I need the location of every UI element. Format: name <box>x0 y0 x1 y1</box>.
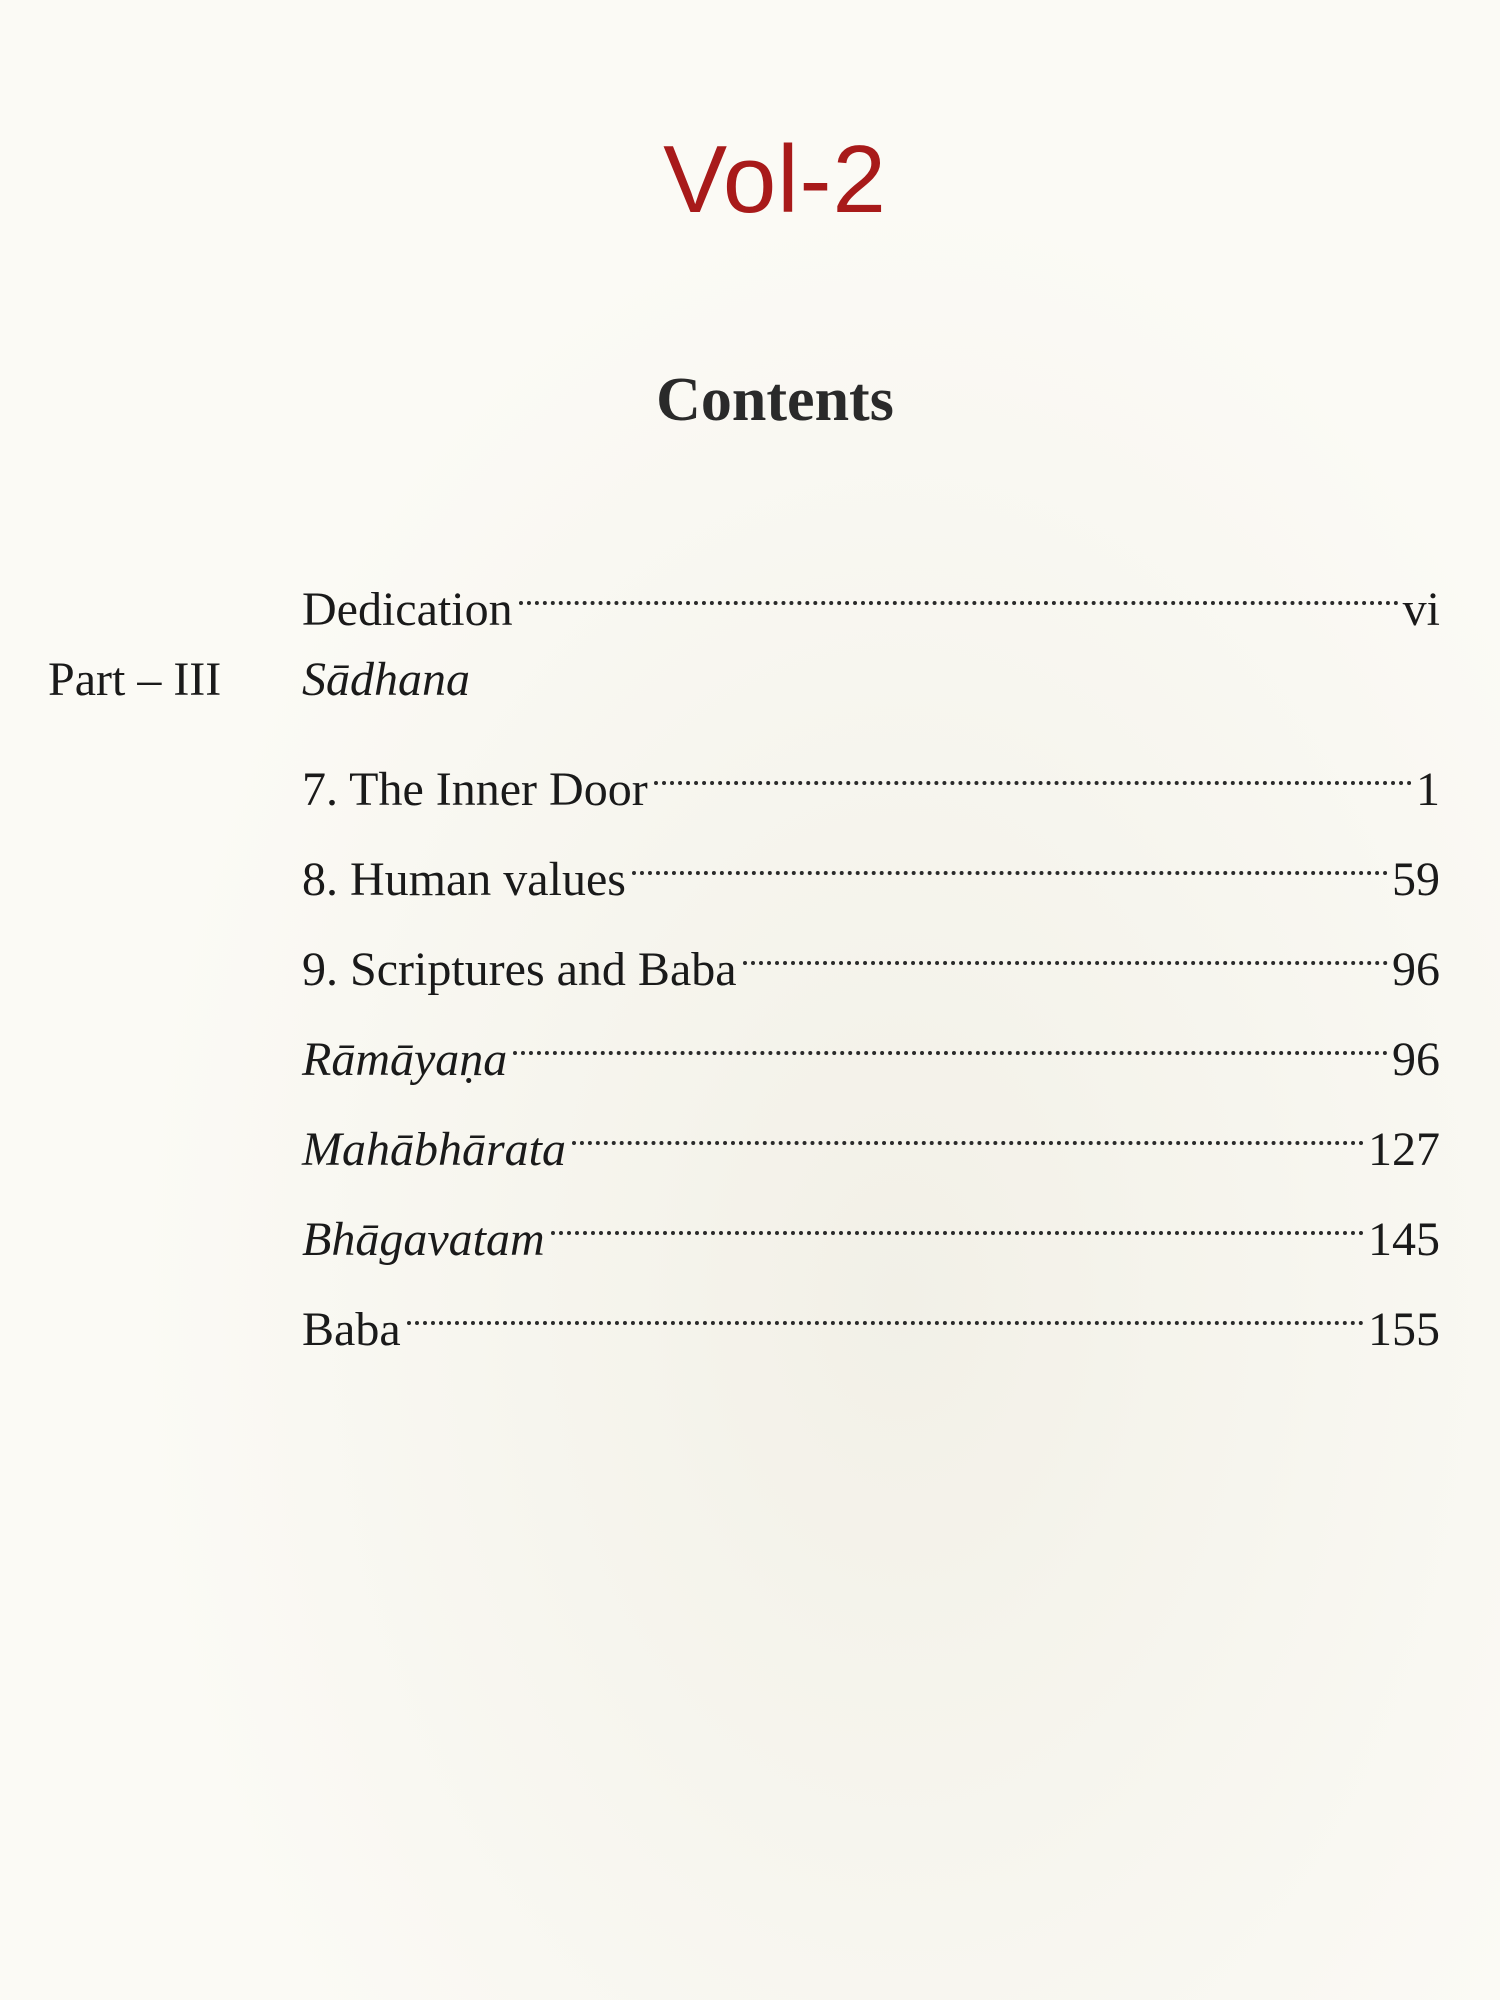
toc-entry-title: Mahābhārata <box>302 1123 566 1176</box>
toc-page-number: 145 <box>1368 1213 1440 1266</box>
part-title: Sādhana <box>302 653 470 706</box>
toc-page-number: 96 <box>1392 943 1440 996</box>
toc-entry-title: Baba <box>302 1303 401 1356</box>
part-label: Part – III <box>48 653 222 706</box>
toc-entry-title: 9. Scriptures and Baba <box>302 943 737 996</box>
toc-row-mahabharata[interactable] <box>0 1095 1500 1176</box>
toc-part-heading <box>0 645 1500 715</box>
volume-label: Vol-2 <box>663 126 887 233</box>
dot-leader <box>572 1095 1364 1165</box>
dot-leader <box>407 1275 1364 1345</box>
dot-leader <box>632 825 1388 895</box>
toc-row-bhagavatam[interactable] <box>0 1185 1500 1266</box>
toc-page-number: 1 <box>1416 763 1440 816</box>
toc-row-chapter-9[interactable] <box>0 915 1500 996</box>
toc-entry-title: Rāmāyaṇa <box>302 1033 508 1086</box>
toc-entry-title: 7. The Inner Door <box>302 763 648 816</box>
dot-leader <box>519 555 1399 625</box>
toc-row-baba[interactable] <box>0 1275 1500 1356</box>
toc-page-number: 155 <box>1368 1303 1440 1356</box>
dot-leader <box>743 915 1388 985</box>
toc-row-dedication[interactable] <box>0 555 1500 636</box>
toc-page-number: 59 <box>1392 853 1440 906</box>
toc-entry-title: Bhāgavatam <box>302 1213 545 1266</box>
page-title: Contents <box>656 366 894 434</box>
toc-row-chapter-8[interactable] <box>0 825 1500 906</box>
toc-row-chapter-7[interactable] <box>0 735 1500 816</box>
toc-page-number: 127 <box>1368 1123 1440 1176</box>
toc-entry-title: Dedication <box>302 583 513 636</box>
toc-page-number: 96 <box>1392 1033 1440 1086</box>
dot-leader <box>513 1005 1388 1075</box>
dot-leader <box>551 1185 1364 1255</box>
toc-page-number: vi <box>1402 583 1440 636</box>
dot-leader <box>654 735 1412 805</box>
toc-entry-title: 8. Human values <box>302 853 626 906</box>
toc-row-ramayana[interactable] <box>0 1005 1500 1086</box>
